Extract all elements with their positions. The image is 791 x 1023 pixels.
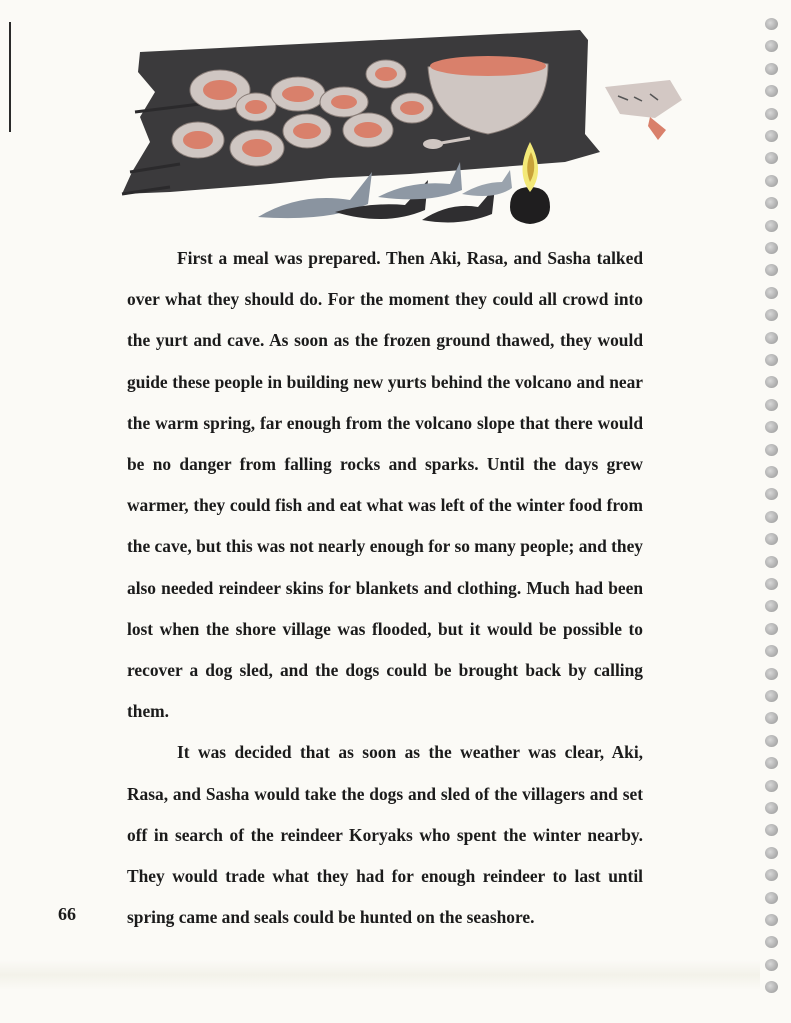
binding-hole-icon — [765, 690, 778, 702]
binding-hole-icon — [765, 264, 778, 276]
binding-hole-icon — [765, 936, 778, 948]
binding-hole-icon — [765, 712, 778, 724]
binding-hole-icon — [765, 85, 778, 97]
binding-hole-icon — [765, 332, 778, 344]
binding-hole-icon — [765, 556, 778, 568]
binding-hole-icon — [765, 242, 778, 254]
binding-hole-icon — [765, 892, 778, 904]
binding-hole-icon — [765, 668, 778, 680]
binding-hole-icon — [765, 735, 778, 747]
binding-hole-icon — [765, 63, 778, 75]
binding-hole-icon — [765, 197, 778, 209]
binding-hole-icon — [765, 959, 778, 971]
binding-hole-icon — [765, 309, 778, 321]
binding-hole-icon — [765, 511, 778, 523]
paragraph-2 — [127, 732, 643, 938]
paragraph-1 — [127, 238, 643, 732]
binding-hole-icon — [765, 847, 778, 859]
binding-hole-icon — [765, 981, 778, 993]
binding-hole-icon — [765, 421, 778, 433]
binding-hole-icon — [765, 533, 778, 545]
body-text — [127, 238, 643, 938]
binding-hole-icon — [765, 824, 778, 836]
margin-rule — [9, 22, 11, 132]
binding-hole-icon — [765, 152, 778, 164]
binding-hole-icon — [765, 466, 778, 478]
binding-hole-icon — [765, 623, 778, 635]
binding-hole-icon — [765, 802, 778, 814]
feast-illustration-icon — [110, 22, 700, 242]
paragraph-text: First a meal was prepared. Then Aki, Rasa, and Sasha talked over what they should do. For the moment they could all crowd into the yurt and cave. As soon as the frozen ground thawed, they would guide these people in building new yurts behind the volcano and near the warm spring, far enough from the volcano slope that there would be no danger from falling rocks and sparks. Until the days grew warmer, they could fish and eat what was left of the winter food from the cave, but this was not nearly enough for so many people; and they also needed reindeer skins for blankets and clothing. Much had been lost when the shore village was flooded, but it would be possible to recover a dog sled, and the dogs could be brought back by calling them. — [127, 248, 643, 722]
binding-hole-icon — [765, 757, 778, 769]
binding-hole-icon — [765, 220, 778, 232]
binding-hole-icon — [765, 869, 778, 881]
binding-hole-icon — [765, 376, 778, 388]
binding-hole-icon — [765, 914, 778, 926]
binding-hole-icon — [765, 175, 778, 187]
binding-hole-icon — [765, 354, 778, 366]
page-number: 66 — [58, 904, 76, 924]
scan-band — [0, 960, 760, 990]
binding-hole-icon — [765, 780, 778, 792]
binding-hole-icon — [765, 287, 778, 299]
binding-hole-icon — [765, 399, 778, 411]
binding-hole-icon — [765, 600, 778, 612]
paragraph-text: It was decided that as soon as the weather was clear, Aki, Rasa, and Sasha would take the dogs and sled of the villagers and set off in search of the reindeer Koryaks who spent the winter nearby. They would trade what they had for enough reindeer to last until spring came and seals could be hunted on the seashore. — [127, 742, 643, 928]
binding-hole-icon — [765, 488, 778, 500]
binding-hole-icon — [765, 578, 778, 590]
binding-hole-icon — [765, 18, 778, 30]
binding-hole-icon — [765, 108, 778, 120]
binding-hole-icon — [765, 40, 778, 52]
spiral-binding-icon — [762, 12, 784, 1012]
binding-hole-icon — [765, 444, 778, 456]
binding-hole-icon — [765, 130, 778, 142]
binding-hole-icon — [765, 645, 778, 657]
